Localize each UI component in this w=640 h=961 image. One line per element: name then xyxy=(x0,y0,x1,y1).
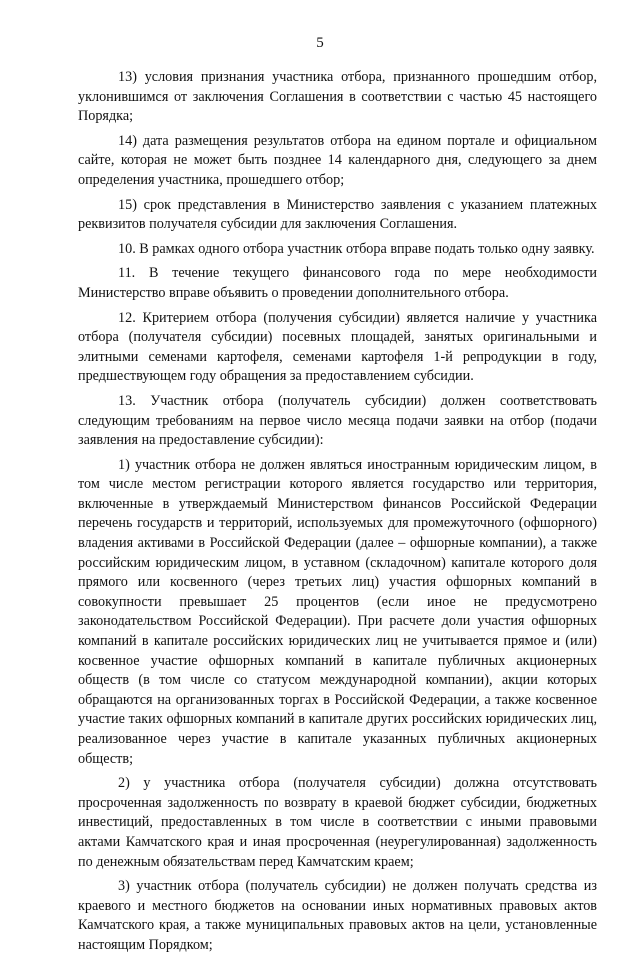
paragraph-clause-10: 10. В рамках одного отбора участник отбора вправе подать только одну заявку. xyxy=(118,240,595,257)
paragraph-clause-13: 13. Участник отбора (получатель субсидии) должен соответствовать следующим требованиям на первое число месяца подачи заявки на отбор (подачи заявления на предоставление субсидии): xyxy=(78,392,597,449)
page-number: 5 xyxy=(316,35,324,51)
paragraph-item-13: 13) условия признания участника отбора, признанного прошедшим отбор, уклонившимся от заключения Соглашения в соответствии с частью 45 настоящего Порядка; xyxy=(78,69,597,125)
paragraph-requirement-2: 2) у участника отбора (получателя субсидии) должна отсутствовать просроченная задолженность по возврату в краевой бюджет субсидии, бюджетных инвестиций, предоставленных в том числе в соответствии с иными правовыми актами Камчатского края и иная просроченная (неурегулированная) задолженность по денежным обязательствам перед Камчатским краем; xyxy=(78,775,597,870)
paragraph-requirement-1: 1) участник отбора не должен являться иностранным юридическим лицом, в том числе местом регистрации которого является государство или территория, включенные в утверждаемый Министерством финансов Российской Федерации перечень государств и территорий, используемых для промежуточного (офшорного) владения активами в Российской Федерации (далее – офшорные компании), а также российским юридическим лицом, в уставном (складочном) капитале которого доля прямого или косвенного (через третьих лиц) участия офшорных компаний в совокупности превышает 25 процентов (если иное не предусмотрено законодательством Российской Федерации). При расчете доли участия офшорных компаний в капитале российских юридических лиц не учитывается прямое и (или) косвенное участие офшорных компаний в капитале публичных акционерных обществ (в том числе со статусом международной компании), акции которых обращаются на организованных торгах в Российской Федерации, а также косвенное участие таких офшорных компаний в капитале других российских юридических лиц, реализованное через участие в капитале указанных публичных акционерных обществ; xyxy=(78,456,597,767)
document-body xyxy=(78,68,597,961)
paragraph-item-14: 14) дата размещения результатов отбора на едином портале и официальном сайте, которая не может быть позднее 14 календарного дня, следующего за днем определения участника, прошедшего отбор; xyxy=(78,132,597,188)
paragraph-clause-12: 12. Критерием отбора (получения субсидии) является наличие у участника отбора (получателя субсидии) посевных площадей, занятых оригинальными и элитными семенами картофеля, семенами картофеля 1-й репродукции в году, предшествующем году обращения за предоставлением субсидии. xyxy=(78,309,597,385)
paragraph-item-15: 15) срок представления в Министерство заявления с указанием платежных реквизитов получателя субсидии для заключения Соглашения. xyxy=(78,196,597,233)
paragraph-clause-11: 11. В течение текущего финансового года по мере необходимости Министерство вправе объявить о проведении дополнительного отбора. xyxy=(78,265,597,301)
paragraph-requirement-3: 3) участник отбора (получатель субсидии) не должен получать средства из краевого и местного бюджетов на основании иных нормативных правовых актов Камчатского края, а также муниципальных правовых актов на цели, установленные настоящим Порядком; xyxy=(78,878,597,953)
